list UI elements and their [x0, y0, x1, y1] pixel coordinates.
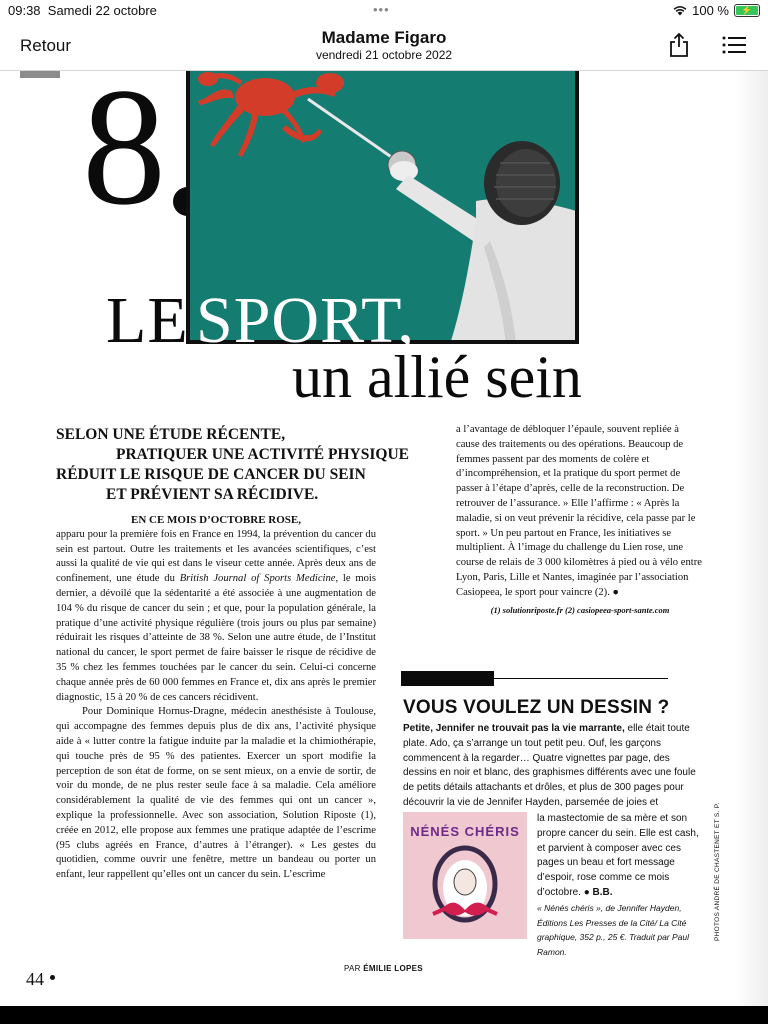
title-sport: SPORT, [196, 284, 416, 357]
article-number: 8 [82, 71, 166, 240]
status-right [673, 3, 760, 18]
bottom-bar [0, 1006, 768, 1024]
wifi-icon [673, 5, 687, 16]
title-le: LE [106, 284, 189, 357]
share-icon[interactable] [668, 32, 690, 58]
section-marker [20, 71, 60, 78]
multitask-dots-icon[interactable]: ••• [373, 2, 390, 17]
body-paragraph: a l’avantage de débloquer l’épaule, souvent repliée à cause des traitements ou des opérations. Beaucoup de femmes passent par des moments de colère et d’incompréhension, et la pratique du sport permet de passer à l’étape d’après, celle de la reconstruction. De retrouver de l’assurance. » Elle l’affirme : « Après la maladie, si on veut prévenir la récidive, cela passe par le sport. » Un peu partout en France, les initiatives se multiplient. À l’image du challenge du Lien rose, une course de relais de 3 000 kilomètres à pied ou à vélo entre Lyon, Paris, Lille et Nantes, imaginée par l’association Casiopeea, le sport pour vaincre (2). ● [456, 424, 702, 598]
status-bar [0, 0, 768, 22]
chapo-line: RÉDUIT LE RISQUE DE CANCER DU SEIN [56, 466, 366, 483]
page-number: 44 [26, 969, 44, 989]
box-text: Petite, Jennifer ne trouvait pas la vie marrante, elle était toute plate. Ado, ça s’arrange un tout petit peu. Ouf, les garçons commencent à la regarder… Quatre vignettes par page, des dessins en noir et blanc, des graphismes différents avec une foule de petits détails attachants et drôles, et plus de 300 pages pour découvrir la vie de Jennifer Hayden, parsemée de joies et [403, 723, 696, 808]
journal-name: British Journal of Sports Medicine [179, 573, 336, 585]
chapo-line: SELON UNE ÉTUDE RÉCENTE, [56, 426, 286, 443]
box-lead: Petite, Jennifer ne trouvait pas la vie marrante, [403, 723, 625, 734]
article-notes: (1) solutionriposte.fr (2) casiopeea-sport-sante.com [490, 604, 670, 615]
book-caption: « Nénés chéris », de Jennifer Hayden, Éditions Les Presses de la Cité/ La Cité graphique, 352 p., 25 €. Traduit par Paul Ramon. [537, 902, 689, 958]
title-subline: un allié sein [292, 344, 582, 410]
box-separator-thin [494, 678, 668, 679]
battery-label: 100 % [692, 3, 729, 18]
chapo-line: ET PRÉVIENT SA RÉCIDIVE. [106, 486, 319, 503]
box-title: VOUS VOULEZ UN DESSIN ? [403, 697, 670, 718]
date-label: Samedi 22 octobre [47, 3, 157, 18]
body-paragraph: apparu pour la première fois en France en 1994, la prévention du cancer du sein est partout. Outre les traitements et les avancées scientifiques, c’est aussi la qualité de vie qui est dans le viseur cette année. Après deux ans de confinement, une étude du British Journal of Sports Medicine, le mois dernier, a dévoilé que la sédentarité a été associée à une augmentation de 104 % du risque de cancer du sein ; et que, pour la population générale, la pratique d’une activité physique régulière (trois jours ou plus par semaine) réduirait les risques d’atteinte de 38 %. Selon une autre étude, de l’Institut national du cancer, le sport permet de faire baisser le risque de récidive de 35 % chez les femmes touchées par le cancer du sein. Celui-ci concerne chaque année près de 60 000 femmes en France et, dix ans après le premier diagnostic, 15 à 20 % de ces cancers récidivent. [56, 528, 376, 703]
nav-bar [0, 22, 768, 71]
box-signature: B.B. [592, 886, 613, 898]
status-time [8, 3, 157, 18]
book-description [537, 812, 707, 960]
time-label: 09:38 [8, 3, 41, 18]
battery-icon: ⚡ [734, 4, 760, 17]
article-column-right [456, 423, 704, 617]
article-column-left [56, 513, 376, 883]
page-number-dot [50, 975, 55, 980]
book-cover-title: NÉNÉS CHÉRIS [410, 824, 520, 839]
photo-credit: PHOTOS ANDRÉ DE CHASTENET ET S. P. [714, 802, 721, 941]
article-lead: EN CE MOIS D’OCTOBRE ROSE, [130, 514, 302, 526]
body-paragraph: Pour Dominique Hornus-Dragne, médecin anesthésiste à Toulouse, qui accompagne des femmes depuis plus de dix ans, l’activité physique aide à « lutter contre la fatigue induite par la maladie et la chimiothérapie, qui touche près de 95 % des patientes. Exercer un sport modifie la perception de son état de forme, on se sent mieux, on a envie de sortir, de voir du monde, de ne plus rester seule face à sa maladie. Cela améliore considérablement la qualité de vie des femmes qui ont un cancer », explique la professionnelle. Avec son association, Solution Riposte (1), créée en 2012, elle propose aux femmes une pratique adaptée de l’escrime (95 clubs agréés en France, d’autres à l’étranger). « Les gestes du quotidien, comme ouvrir une fenêtre, mettre un bandeau ou porter un enfant, leur rappellent qu’elles ont un cancer du sein. L’escrime [56, 706, 376, 881]
book-side-text: la mastectomie de sa mère et son propre cancer du sein. Elle est cash, et parvient à composer avec ces pages un beau et fort message d’espoir, rose comme ce mois d’octobre. ● B.B. [537, 813, 699, 898]
author-name: ÉMILIE LOPES [363, 964, 423, 973]
book-cover [403, 812, 527, 939]
author-byline: PAR ÉMILIE LOPES [344, 964, 423, 973]
back-button[interactable]: Retour [20, 36, 72, 55]
page-shadow [734, 71, 768, 1006]
article-chapo [56, 425, 426, 505]
magazine-page [0, 71, 768, 1006]
issue-date: vendredi 21 octobre 2022 [315, 48, 453, 62]
book-cover-drawing [403, 812, 527, 939]
publication-title: Madame Figaro [321, 28, 447, 47]
chapo-line: PRATIQUER UNE ACTIVITÉ PHYSIQUE [116, 446, 409, 463]
box-separator-thick [401, 671, 494, 686]
list-icon[interactable] [722, 36, 746, 54]
